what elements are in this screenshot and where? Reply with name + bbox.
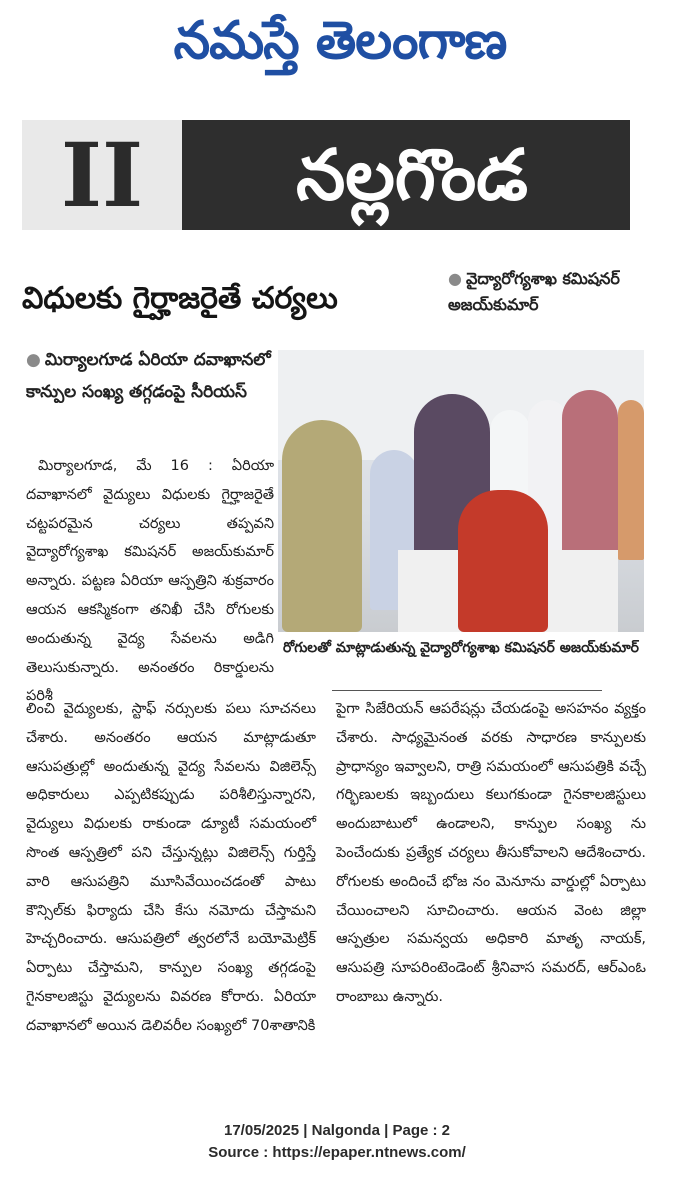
article-deck-text: మిర్యాలగూడ ఏరియా దవాఖానలో కాన్పుల సంఖ్య తగ్గడంపై సీరియస్ <box>26 350 271 402</box>
bullet-icon: ● <box>26 350 41 370</box>
section-numeral: II <box>22 120 182 230</box>
news-photo <box>278 350 644 632</box>
photo-caption: రోగులతో మాట్లాడుతున్న వైద్యారోగ్యశాఖ కమిషనర్ అజయ్‌కుమార్ <box>283 640 639 656</box>
article-deck <box>26 344 276 408</box>
headline-subtitle-text: వైద్యారోగ్యశాఖ కమిషనర్ అజయ్‌కుమార్ <box>448 269 620 314</box>
article-paragraph: మిర్యాలగూడ, మే 16 : ఏరియా దవాఖానలో వైద్యులు విధులకు గైర్హాజరైతే చట్టపరమైన చర్యలు తప్పవని వైద్యారోగ్యశాఖ కమిషనర్ అజయ్‌కుమార్ అన్నారు. పట్టణ ఏరియా ఆస్పత్రిని శుక్రవారం ఆయన ఆకస్మికంగా తనిఖీ చేసి రోగులకు అందుతున్న వైద్య సేవలను అడిగి తెలుసుకున్నారు. అనంతరం రికార్డులను పరిశీ <box>26 458 274 705</box>
photo-person <box>618 400 644 560</box>
article-paragraph: లించి వైద్యులకు, స్టాఫ్ నర్సులకు పలు సూచనలు చేశారు. అనంతరం ఆయన మాట్లాడుతూ ఆసుపత్రుల్లో అందుతున్న వైద్య సేవలను విజిలెన్స్ అధికారులు ఎప్పటికప్పుడు పరిశీలిస్తున్నారని, వైద్యులు విధులకు రాకుండా డ్యూటీ సమయంలో సొంత ఆస్పత్రిలో పని చేస్తున్నట్లు విజిలెన్స్ గుర్తిస్తే వారి ఆసుపత్రిని మూసివేయించడంతో పాటు కౌన్సిల్‌కు ఫిర్యాదు చేసి కేసు నమోదు చేస్తామని హెచ్చరించారు. ఆసుపత్రిలో త్వరలోనే బయోమెట్రిక్ ఏర్పాటు చేస్తామని, కాన్పుల సంఖ్య తగ్గడంపై గైనకాలజిస్టు వైద్యులను వివరణ కోరారు. ఏరియా దవాఖానలో అయిన డెలివరీల సంఖ్యలో 70శాతానికి <box>26 701 316 1034</box>
headline-subtitle <box>448 266 648 318</box>
footer-date-page: 17/05/2025 | Nalgonda | Page : 2 <box>224 1122 450 1139</box>
article-paragraph: పైగా సిజేరియన్ ఆపరేషన్లు చేయడంపై అసహనం వ్యక్తం చేశారు. సాధ్యమైనంత వరకు సాధారణ కాన్పులకు ప్రాధాన్యం ఇవ్వాలని, రాత్రి సమయంలో ఆసుపత్రికి వచ్చే గర్భిణులకు ఇబ్బందులు కలుగకుండా గైనకాలజిస్టులు అందుబాటులో ఉండాలని, కాన్పుల సంఖ్య ను పెంచేందుకు ప్రత్యేక చర్యలు తీసుకోవాలని ఆదేశించారు. రోగులకు అందించే భోజ నం మెనూను వార్డుల్లో ఏర్పాటు చేయించాలని సూచించారు. ఆయన వెంట జిల్లా ఆస్పత్రుల సమన్వయ అధికారి మాతృ నాయక్, ఆసుపత్రి సూపరింటెండెంట్ శ్రీనివాస సమరద్, ఆర్ఎంఓ రాంబాబు ఉన్నారు. <box>336 701 646 1005</box>
footer-source: Source : https://epaper.ntnews.com/ <box>208 1144 466 1161</box>
article-column-1-top <box>26 452 274 711</box>
article-headline: విధులకు గైర్హాజరైతే చర్యలు <box>22 281 338 316</box>
page-footer <box>0 1120 674 1164</box>
article-column-1-bottom <box>26 695 316 1041</box>
newspaper-masthead: నమస్తే తెలంగాణ <box>173 11 507 71</box>
photo-person <box>282 420 362 632</box>
section-name: నల్లగొండ <box>296 134 528 216</box>
article-column-2 <box>336 695 646 1012</box>
section-header <box>22 120 630 230</box>
bullet-icon: ● <box>448 269 462 288</box>
caption-divider <box>332 690 602 691</box>
photo-patient <box>458 490 548 632</box>
